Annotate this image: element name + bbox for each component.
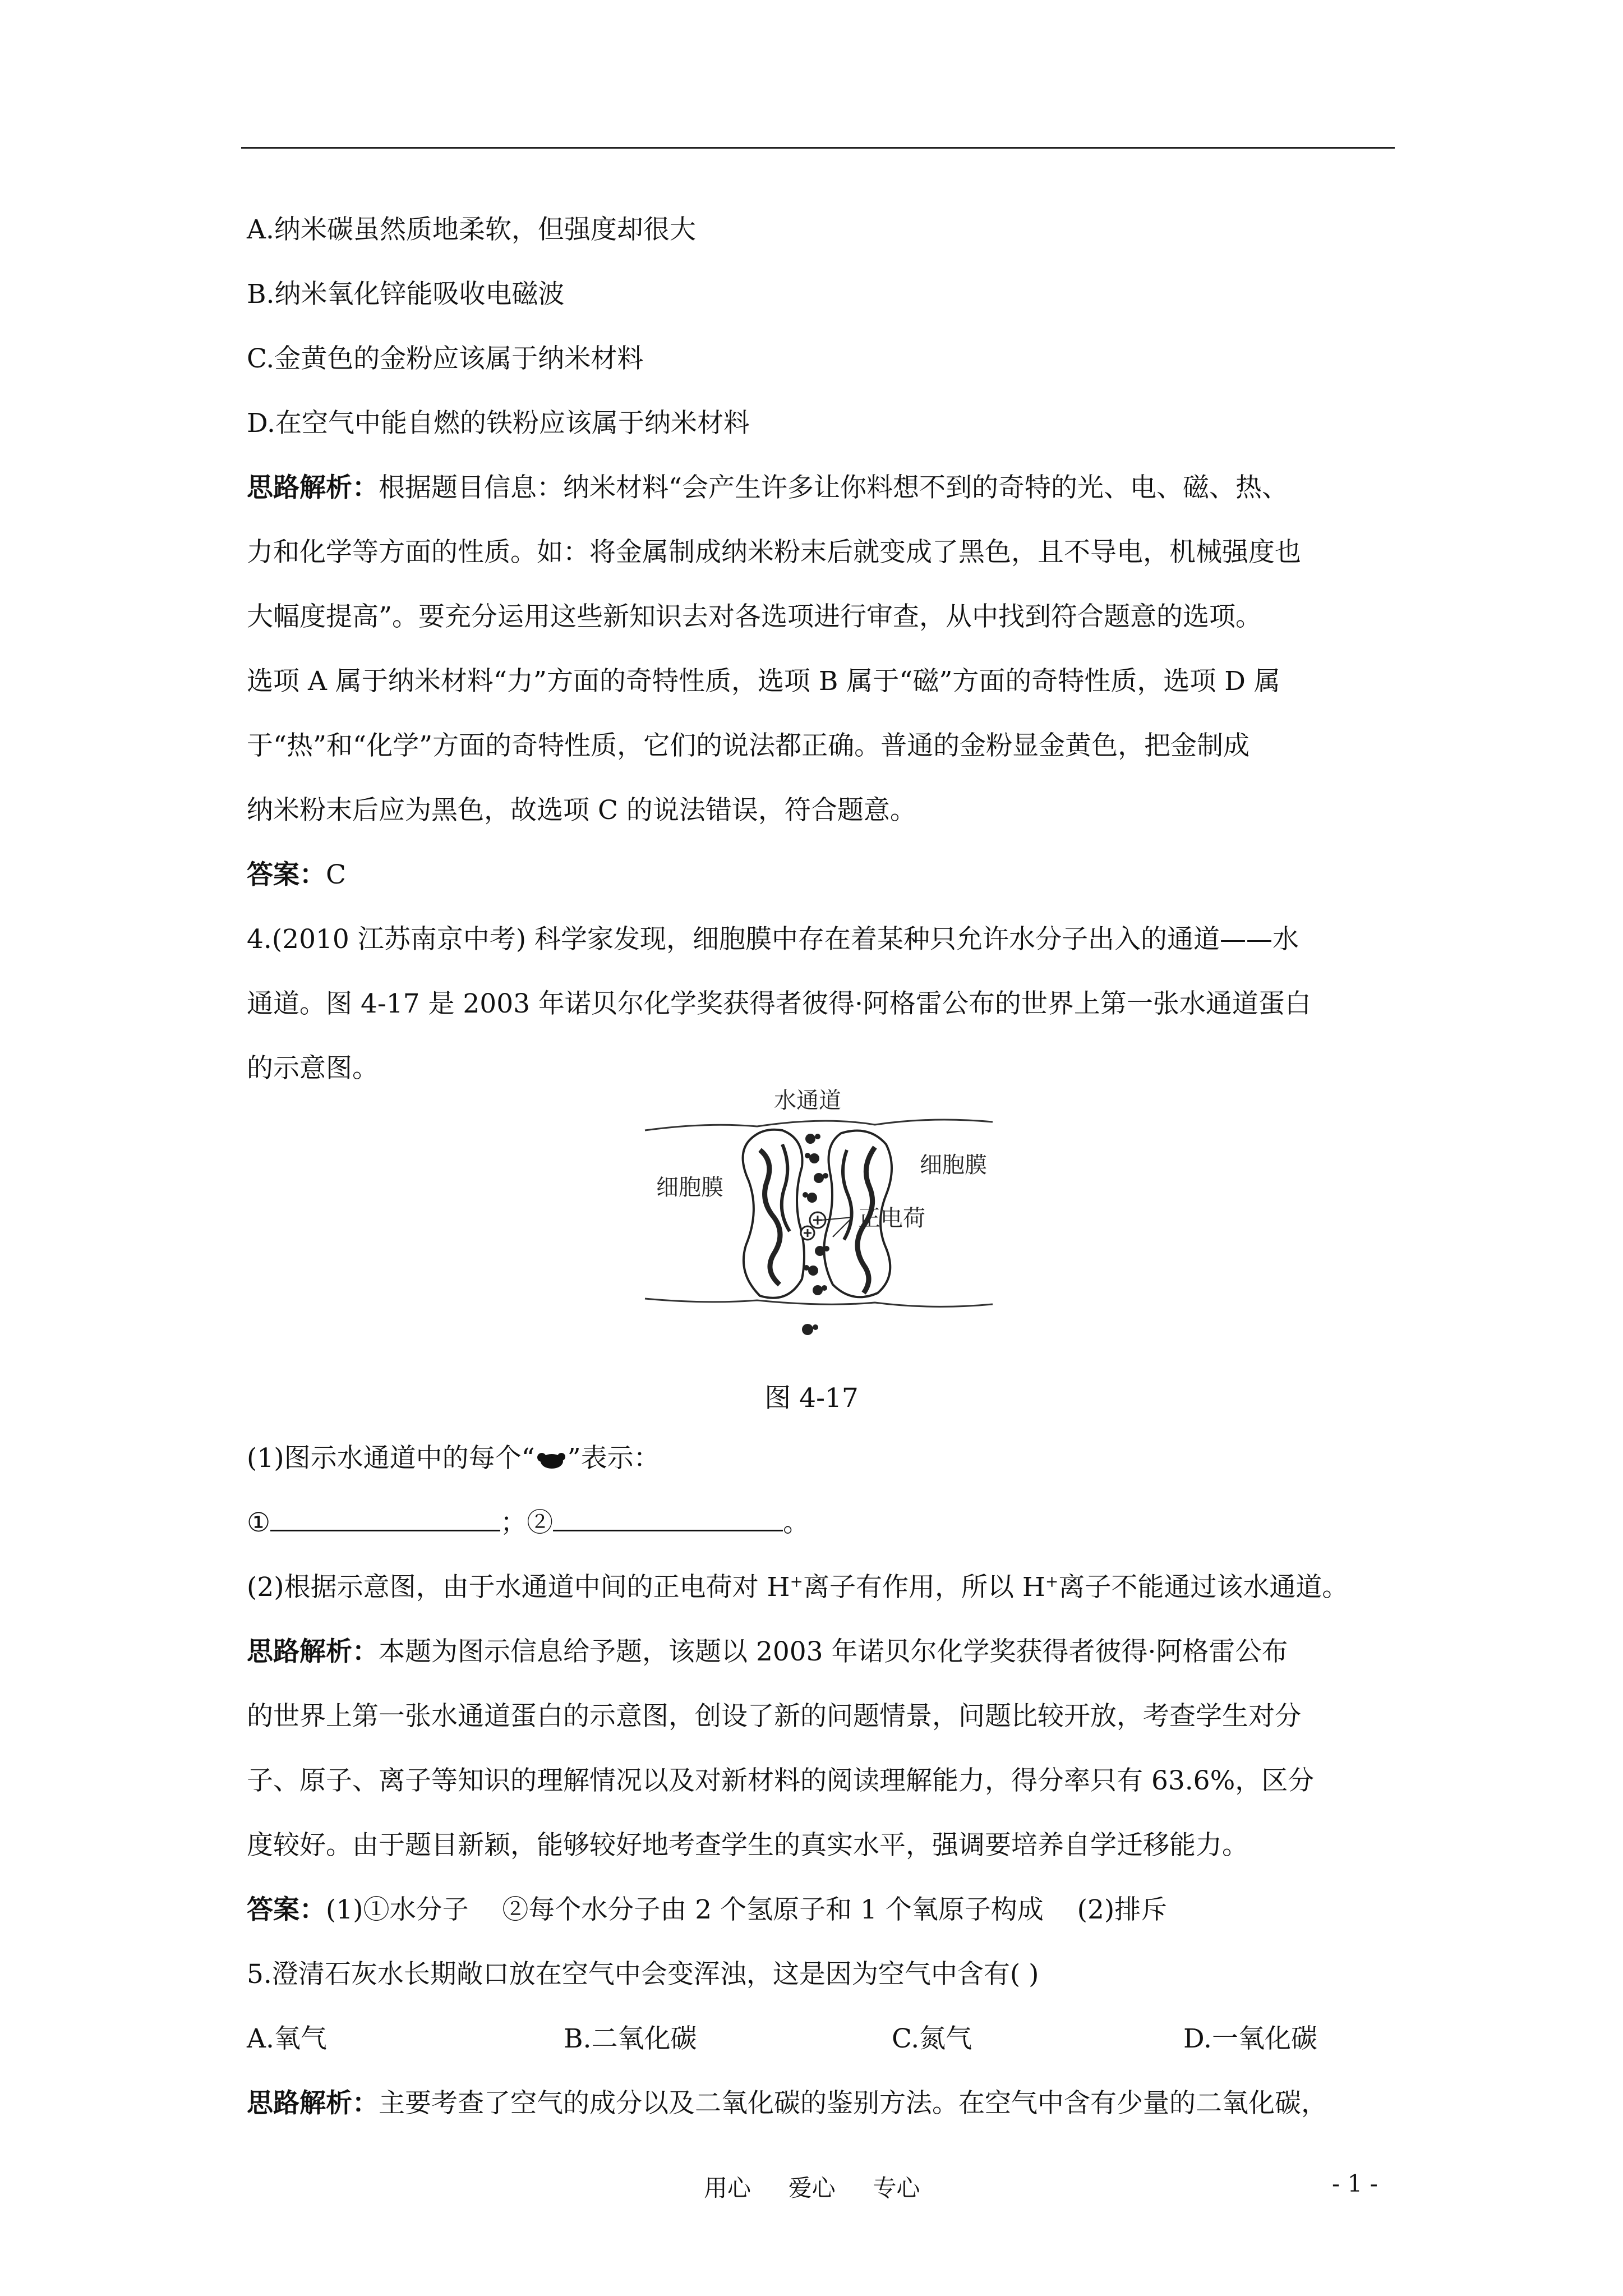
q4-stem-line2: 通道。图 4-17 是 2003 年诺贝尔化学奖获得者彼得·阿格雷公布的世界上第一张水通道蛋白	[247, 988, 1311, 1019]
q3-option-a: A.纳米碳虽然质地柔软，但强度却很大	[247, 214, 696, 245]
footer-motto: 用心 爱心 专心	[704, 2174, 920, 2202]
q3-answer-label: 答案：	[247, 859, 326, 890]
q5-analysis-label: 思路解析：	[247, 2088, 379, 2119]
q3-answer	[247, 858, 1396, 892]
label-positive-charge: 正电荷	[858, 1205, 925, 1231]
q4-stem-line3: 的示意图。	[247, 1053, 379, 1084]
figure-caption: 图 4-17	[764, 1383, 859, 1414]
q4-sub1: (1)图示水通道中的每个“ ”表示：	[247, 1443, 660, 1474]
q4-answer	[247, 1893, 1396, 1927]
q3-answer-value: C	[326, 859, 346, 890]
label-cell-membrane-right: 细胞膜	[920, 1152, 987, 1178]
q4-blanks: ① ；② 。	[247, 1507, 810, 1538]
q3-analysis-line4: 选项 A 属于纳米材料“力”方面的奇特性质，选项 B 属于“磁”方面的奇特性质，选项 D 属	[247, 666, 1280, 697]
label-water-channel: 水通道	[774, 1088, 841, 1114]
water-channel-figure	[639, 1083, 998, 1369]
q5-option-c: C.氮气	[892, 2023, 972, 2054]
q4-sub2: (2)根据示意图，由于水通道中间的正电荷对 H+离子有作用，所以 H+离子不能通过该水通道。	[247, 1572, 1349, 1603]
answer-blank-1[interactable]	[270, 1507, 500, 1531]
header-rule	[241, 147, 1395, 149]
q5-option-d: D.一氧化碳	[1183, 2023, 1317, 2054]
q3-analysis-label: 思路解析：	[247, 472, 379, 503]
q3-analysis-line2: 力和化学等方面的性质。如：将金属制成纳米粉末后就变成了黑色，且不导电，机械强度也	[247, 537, 1301, 568]
q3-analysis-line6: 纳米粉末后应为黑色，故选项 C 的说法错误，符合题意。	[247, 795, 916, 826]
q5-option-a: A.氧气	[247, 2023, 327, 2054]
q3-option-c: C.金黄色的金粉应该属于纳米材料	[247, 343, 644, 374]
q3-analysis-line3: 大幅度提高”。要充分运用这些新知识去对各选项进行审查，从中找到符合题意的选项。	[247, 601, 1262, 632]
q4-answer-label: 答案：	[247, 1894, 326, 1925]
q3-analysis-line1: 思路解析：根据题目信息：纳米材料“会产生许多让你料想不到的奇特的光、电、磁、热、	[247, 472, 1289, 503]
q5-stem: 5.澄清石灰水长期敞口放在空气中会变浑浊，这是因为空气中含有( )	[247, 1959, 1039, 1990]
label-cell-membrane-left: 细胞膜	[656, 1175, 723, 1200]
q3-option-b: B.纳米氧化锌能吸收电磁波	[247, 279, 565, 310]
q4-analysis-label: 思路解析：	[247, 1636, 379, 1667]
q4-analysis-line4: 度较好。由于题目新颖，能够较好地考查学生的真实水平，强调要培养自学迁移能力。	[247, 1830, 1248, 1861]
answer-blank-2[interactable]	[553, 1507, 783, 1531]
q4-analysis-line2: 的世界上第一张水通道蛋白的示意图，创设了新的问题情景，问题比较开放，考查学生对分	[247, 1701, 1301, 1732]
q4-analysis-line1: 思路解析：本题为图示信息给予题，该题以 2003 年诺贝尔化学奖获得者彼得·阿格雷公布	[247, 1636, 1288, 1667]
water-molecule-icon	[535, 1450, 568, 1471]
water-channel-diagram	[639, 1083, 998, 1369]
q4-answer-value: (1)①水分子 ②每个水分子由 2 个氢原子和 1 个氧原子构成 (2)排斥	[326, 1894, 1168, 1925]
q3-option-d: D.在空气中能自燃的铁粉应该属于纳米材料	[247, 408, 750, 439]
q5-option-b: B.二氧化碳	[564, 2023, 697, 2054]
q3-analysis-line5: 于“热”和“化学”方面的奇特性质，它们的说法都正确。普通的金粉显金黄色，把金制成	[247, 730, 1250, 761]
q4-analysis-line3: 子、原子、离子等知识的理解情况以及对新材料的阅读理解能力，得分率只有 63.6%，区分	[247, 1765, 1315, 1796]
q5-analysis-line1: 思路解析：主要考查了空气的成分以及二氧化碳的鉴别方法。在空气中含有少量的二氧化碳，	[247, 2088, 1327, 2119]
page-number: - 1 -	[1332, 2170, 1378, 2197]
q4-stem-line1: 4.(2010 江苏南京中考) 科学家发现，细胞膜中存在着某种只允许水分子出入的通道——水	[247, 924, 1299, 955]
